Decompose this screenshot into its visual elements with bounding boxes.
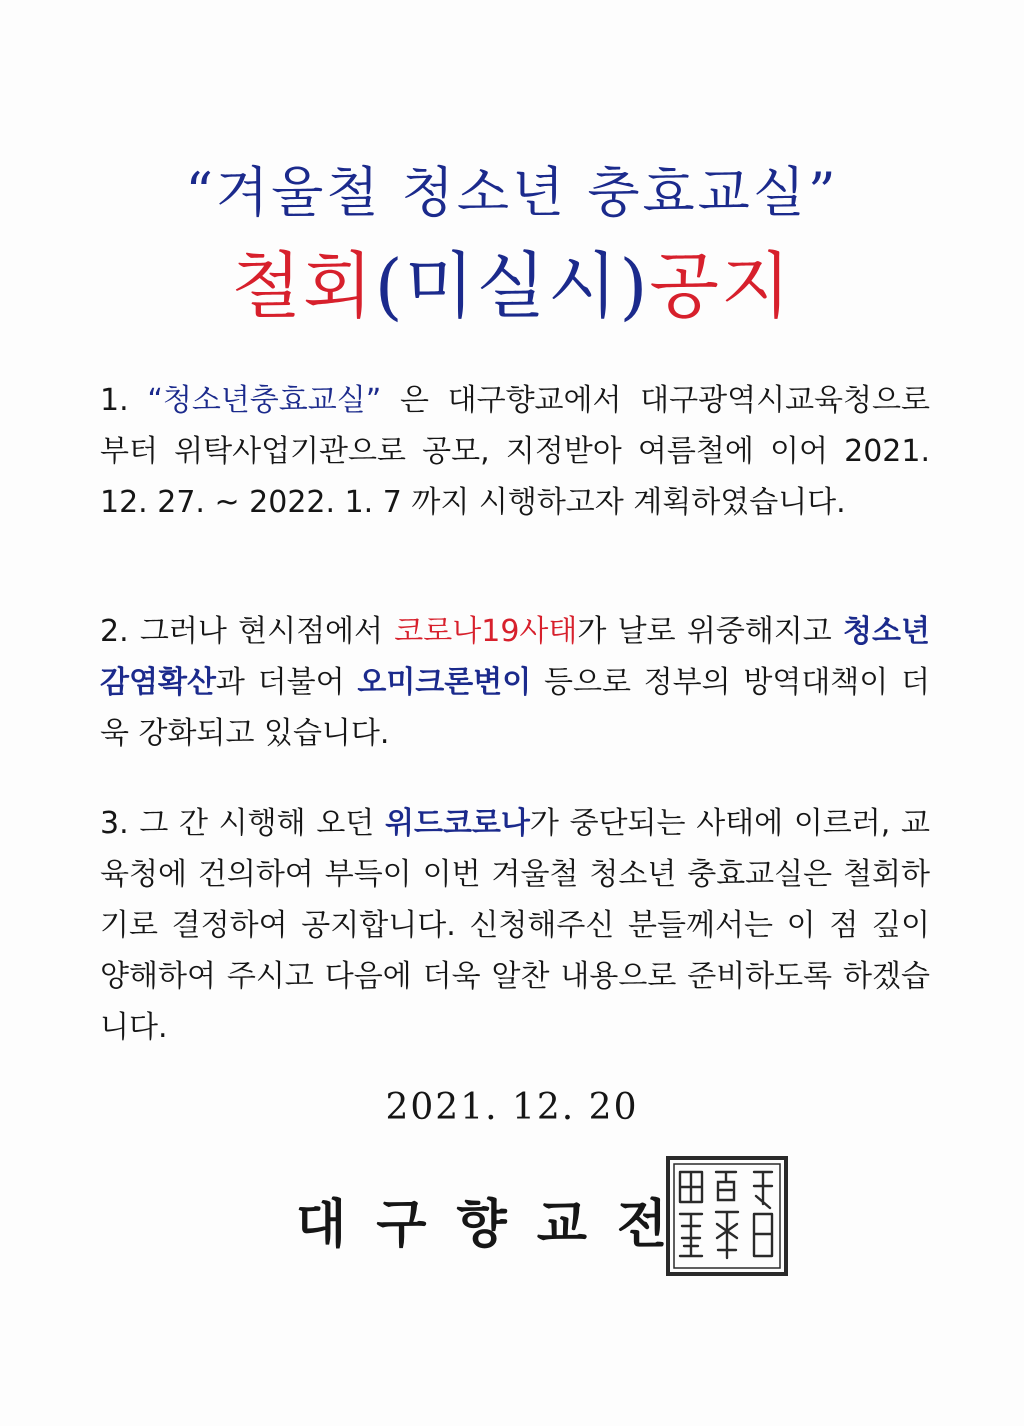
notice-title-line2 xyxy=(0,228,1024,332)
paragraph-2-mid2: 과 더불어 xyxy=(215,665,358,700)
youth-infection-highlight: 청소년감염확산 xyxy=(100,614,930,700)
paragraph-3-rest: 가 중단되는 사태에 이르러, 교육청에 건의하여 부득이 이번 겨울철 청소년 충효교실은 철회하기로 결정하여 공지합니다. 신청해주신 분들께서는 이 점 깊이 양해하여 주시고 다음에 더욱 알찬 내용으로 준비하도록 하겠습니다. xyxy=(100,806,930,1045)
title-notice: 공지 xyxy=(649,244,793,328)
paragraph-1 xyxy=(100,375,930,528)
paragraph-2-mid1: 가 날로 위중해지고 xyxy=(577,614,844,649)
paragraph-3-prefix: 3. 그 간 시행해 오던 xyxy=(100,806,385,841)
with-corona-highlight: 위드코로나 xyxy=(384,806,530,841)
notice-date: 2021. 12. 20 xyxy=(385,1087,639,1128)
program-name: “청소년충효교실” xyxy=(147,383,382,418)
official-seal-icon xyxy=(662,1152,792,1280)
paragraph-2-prefix: 2. 그러나 현시점에서 xyxy=(100,614,395,649)
title-not-held: (미실시) xyxy=(374,244,650,328)
paragraph-2-rest: 등으로 정부의 방역대책이 더욱 강화되고 있습니다. xyxy=(100,665,930,751)
signer-name: 대구향교전 xyxy=(296,1195,698,1255)
paragraph-3 xyxy=(100,798,930,1053)
notice-title-line1: “겨울철 청소년 충효교실” xyxy=(185,161,839,224)
title-withdrawal: 철회 xyxy=(231,244,375,328)
paragraph-2 xyxy=(100,606,930,759)
covid-highlight: 코로나19사태 xyxy=(394,614,578,649)
omicron-highlight: 오미크론변이 xyxy=(357,665,532,700)
paragraph-1-rest: 은 대구향교에서 대구광역시교육청으로 부터 위탁사업기관으로 공모, 지정받아 여름철에 이어 2021. 12. 27. ~ 2022. 1. 7 까지 시행하고자 계획하였습니다. xyxy=(100,383,930,520)
paragraph-1-prefix: 1. xyxy=(100,383,148,418)
